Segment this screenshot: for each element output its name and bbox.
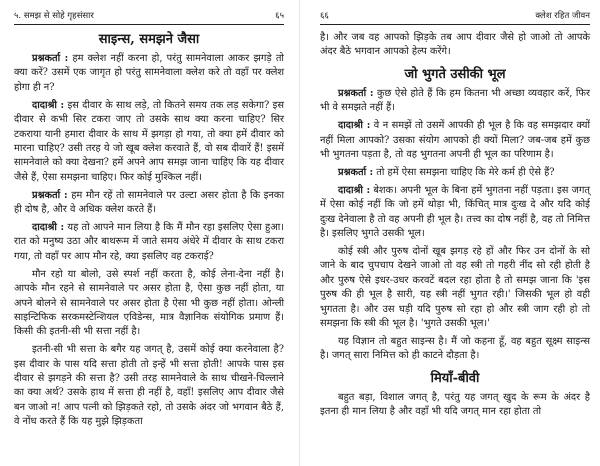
paragraph <box>320 119 590 162</box>
left-body-text <box>14 52 284 430</box>
paragraph <box>14 52 284 95</box>
paragraph-text: बेशक। अपनी भूल के बिना हमें भुगतना नहीं पड़ता। इस जगत् में ऐसा कोई नहीं कि जो हमें थोड़ा भी, किंचित् मात्र दुःख दे और यदि कोई दुःख देनेवाला है तो वह अपनी ही भूल है। तत्त्व का दोष नहीं है, वह तो निमित्त है। इसलिए भुगते उसकी भूल। <box>320 184 591 239</box>
right-section2-title: मियाँ-बीवी <box>430 370 480 386</box>
paragraph <box>14 99 284 185</box>
speaker-label: प्रश्नकर्ता : <box>338 87 374 99</box>
right-section2-body <box>320 391 590 420</box>
paragraph <box>14 343 284 429</box>
left-page-number: ६५ <box>275 11 284 21</box>
left-section-title: साइन्स, समझने जैसा <box>98 32 200 47</box>
right-page <box>308 0 600 466</box>
left-page <box>0 0 292 466</box>
left-running-header <box>14 10 284 25</box>
speaker-label: दादाश्री : <box>32 99 65 111</box>
paragraph-text: मौन रहो या बोलो, उसे स्पर्श नहीं करता है, कोई लेना-देना नहीं है। आपके मौन रहने से सामनेवाले पर असर होता है, ऐसा कुछ नहीं होता, या अपने बोलने से सामनेवाले पर असर होता है ऐसा भी कुछ नहीं होता। ओन्ली साइन्टिफिक सरकमस्टेन्शियल एविडेन्स, मात्र वैज्ञानिक संयोगिक प्रमाण हैं। किसी की इतनी-सी भी सत्ता नहीं है। <box>14 268 284 338</box>
paragraph <box>320 391 590 420</box>
paragraph-text: कुछ ऐसे होते हैं कि हम कितना भी अच्छा व्यवहार करें, फिर भी वे समझते नहीं हैं। <box>320 87 590 114</box>
speaker-label: प्रश्नकर्ता : <box>338 166 374 178</box>
paragraph-text: यह तो आपने मान लिया है कि मैं मौन रहा इसलिए ऐसा हुआ। रात को मनुष्य उठा और बाथरूम में जाते समय अंधेरे में दीवार के साथ टकरा गया, तो वहाँ पर आप मौन रहे, क्या इसलिए वह टकराई? <box>14 221 284 262</box>
speaker-label: प्रश्नकर्ता : <box>32 53 69 64</box>
paragraph <box>320 335 590 364</box>
right-running-header <box>320 10 590 25</box>
right-page-number: ६६ <box>320 11 329 21</box>
paragraph <box>14 268 284 340</box>
speaker-label: प्रश्नकर्ता : <box>32 189 68 201</box>
right-section1-body <box>320 87 590 364</box>
paragraph-text: इस दीवार के साथ लड़े, तो कितने समय तक लड़ सकेगा? इस दीवार से कभी सिर टकरा जाए तो उसके साथ क्या करना चाहिए? सिर टकराया यानी हमारा दीवार के साथ में झगड़ा हो गया, तो क्या हमें दीवार को मारना चाहिए? उसी तरह ये जो खूब क्लेश करवाते हैं, वो सब दीवारें हैं! इसमें सामनेवाले को क्या देखना? हमें अपने आप समझ जाना चाहिए कि यह दीवार जैसे हैं, ऐसा समझना चाहिए। फिर कोई मुश्किल नहीं। <box>14 99 284 183</box>
paragraph-text: वे न समझें तो उसमें आपकी ही भूल है कि वह समझदार क्यों नहीं मिला आपको? उसका संयोग आपको ही क्यों मिला? जब-जब हमें कुछ भी भुगतना पड़ता है, तो वह भुगतना अपनी ही भूल का परिणाम है। <box>320 120 590 160</box>
paragraph <box>320 245 590 331</box>
speaker-label: दादाश्री : <box>338 120 371 132</box>
paragraph <box>320 184 590 242</box>
paragraph-text: हम मौन रहें तो सामनेवाले पर उल्टा असर होता है कि इनका ही दोष है, और वे अधिक क्लेश करते हैं। <box>14 189 284 216</box>
left-header-title: ५. समझ से सोहे गृहसंसार <box>14 11 94 21</box>
paragraph-text: यह विज्ञान तो बहुत साइन्स है। मैं जो कहना हूँ, वह बहुत सूक्ष्म साइन्स है। जगत् सारा निमित्त को ही काटने दौड़ता है। <box>320 335 590 362</box>
paragraph <box>320 166 590 180</box>
speaker-label: दादाश्री : <box>338 184 371 196</box>
paragraph-text: इतनी-सी भी सत्ता के बगैर यह जगत् है, उसमें कोई क्या करनेवाला है? इस दीवार के पास यदि सत्ता होती तो इन्हें भी सत्ता होती! आपके पास इस दीवार से झगड़ने की सत्ता है? उसी तरह सामनेवाले के साथ चीखने-चिल्लाने का क्या अर्थ? उसके हाथ में सत्ता ही नहीं है, वहाँ! इसलिए आप दीवार जैसे बन जाओ न! आप पत्नी को झिड़कते रहो, तो उसके अंदर जो भगवान बैठे हैं, वे नोंध करते हैं कि यह मुझे झिड़कता <box>14 344 284 428</box>
paragraph-text: हम क्लेश नहीं करना हो, परंतु सामनेवाला आकर झगड़े तो क्या करें? उसमें एक जागृत हो परंतु सामनेवाला क्लेश करे तो वहाँ पर क्लेश होगा ही न? <box>14 53 284 93</box>
paragraph-text: कोई स्त्री और पुरुष दोनों खूब झगड़ रहे हों और फिर उन दोनों के सो जाने के बाद चुपचाप देखने जाओ तो वह स्त्री तो गहरी नींद सो रही होती है और पुरुष ऐसे इधर-उधर करवटें बदल रहा होता है तो समझ जाना कि 'इस पुरुष की ही भूल है सारी, यह स्त्री नहीं भुगत रही।' जिसकी भूल हो वही भुगतता है। और उस घड़ी यदि पुरुष सो रहा हो और स्त्री जाग रही हो तो समझना कि स्त्री की भूल है। 'भुगते उसकी भूल।' <box>320 245 590 329</box>
paragraph-text: तो हमें ऐसा समझना चाहिए कि मेरे कर्म ही ऐसे हैं? <box>373 166 555 178</box>
paragraph-text: बहुत बड़ा, विशाल जगत् है, परंतु यह जगत् खुद के रूम के अंदर है इतना ही मान लिया है और वहाँ भी यदि जगत् मान रहा होता तो <box>320 391 590 418</box>
paragraph <box>14 221 284 264</box>
right-header-title: क्लेश रहित जीवन <box>535 11 590 21</box>
speaker-label: दादाश्री : <box>32 221 65 233</box>
paragraph <box>320 87 590 116</box>
right-section1-title: जो भुगते उसीकी भूल <box>404 66 506 82</box>
right-top-paragraph: है। और जब वह आपको झिड़के तब आप दीवार जैसे हो जाओ तो आपके अंदर बैठे भगवान आपको हेल्प करेंगे। <box>320 32 590 58</box>
page-gutter <box>292 0 308 466</box>
paragraph <box>14 189 284 218</box>
